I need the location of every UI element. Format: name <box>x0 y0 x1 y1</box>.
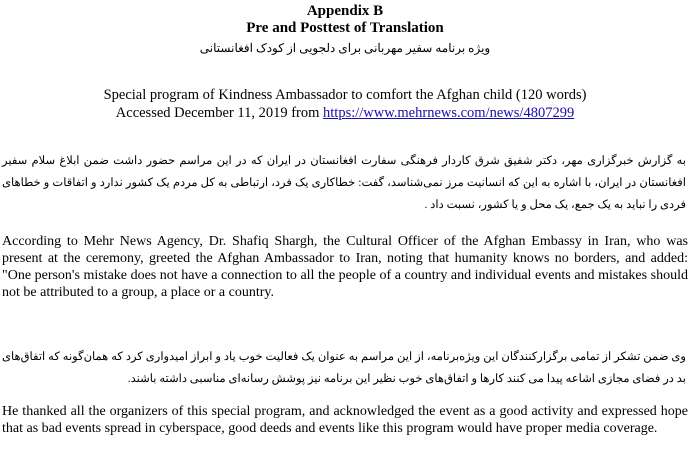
source-english-title: Special program of Kindness Ambassador to comfort the Afghan child (120 words) <box>103 87 587 103</box>
source-link[interactable]: https://www.mehrnews.com/news/4807299 <box>323 105 575 121</box>
english-paragraph-1: According to Mehr News Agency, Dr. Shafiq Shargh, the Cultural Officer of the Afghan Embassy in Iran, who was present at the ceremony, greeted the Afghan Ambassador to Iran, noting that humanity knows no borders, and added: "One person's mistake does not have a connection to all the people of a country and individual events and mistakes should not be attributed to a group, a place or a country. <box>2 234 688 300</box>
persian-paragraph-2: وی ضمن تشکر از تمامی برگزارکنندگان این ویژه‌برنامه، از این مراسم به عنوان یک فعالیت خوب یاد و ابراز امیدواری کرد که همان‌گونه که اتفاق‌های بد در فضای مجازی اشاعه پیدا می کنند کارها و اتفاق‌های خوب نظیر این برنامه نیز پوشش رسانه‌ای مناسبی داشته باشند. <box>2 351 686 385</box>
appendix-label: Appendix B <box>306 3 384 19</box>
accessed-line <box>0 104 690 122</box>
persian-title: ویژه برنامه سفیر مهربانی برای دلجویی از کودک افغانستانی <box>199 41 491 55</box>
english-paragraph-2: He thanked all the organizers of this special program, and acknowledged the event as a good activity and expressed hope that as bad events spread in cyberspace, good deeds and events like this program would have proper media coverage. <box>2 404 688 436</box>
persian-paragraph-1: به گزارش خبرگزاری مهر، دکتر شفیق شرق کاردار فرهنگی سفارت افغانستان در ایران که در این مراسم حضور داشت ضمن ابلاغ سلام سفیر افغانستان در ایران، با اشاره به این که انسانیت مرز نمی‌شناسد، گفت: خطاکاری یک فرد، ارتباطی به کل مردم یک کشور ندارد و اتفاقات و خطاهای فردی را نباید به یک جمع، یک محل و یا کشور، نسبت داد . <box>2 155 686 211</box>
accessed-text: Accessed December 11, 2019 from <box>115 105 324 121</box>
document-title: Pre and Posttest of Translation <box>246 20 444 36</box>
